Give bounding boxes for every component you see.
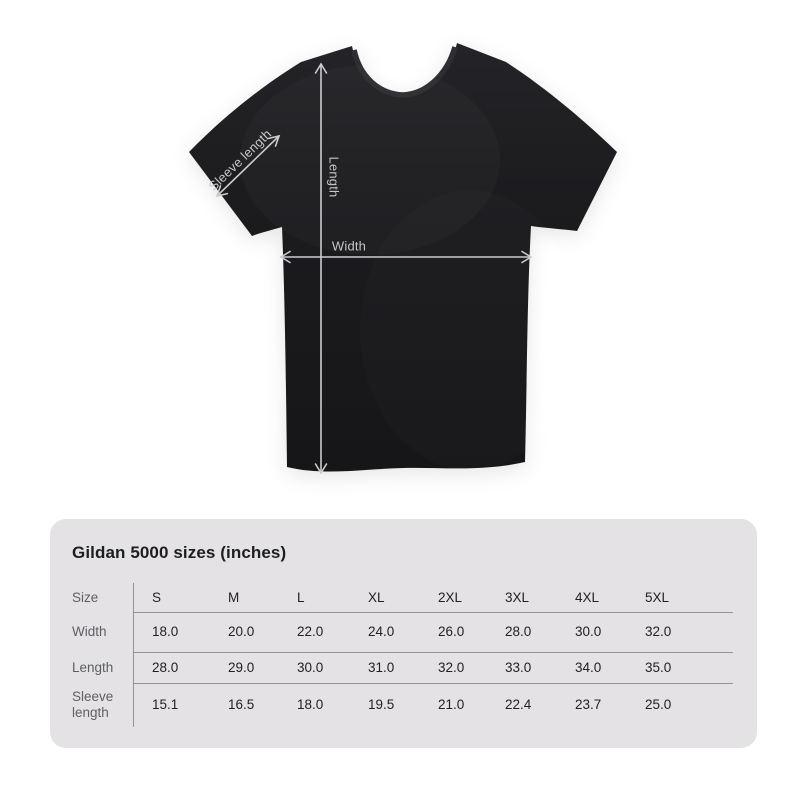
value-cell: 30.0 <box>575 624 602 640</box>
table-divider <box>133 583 134 727</box>
row-label: Length <box>72 659 114 675</box>
value-cell: 18.0 <box>152 624 179 640</box>
column-header: 2XL <box>438 589 463 605</box>
column-header: 3XL <box>505 589 530 605</box>
value-cell: 16.5 <box>228 697 255 713</box>
column-header: S <box>152 589 162 605</box>
value-cell: 33.0 <box>505 659 532 675</box>
value-cell: 32.0 <box>645 624 672 640</box>
value-cell: 35.0 <box>645 659 672 675</box>
row-label: Sleeve length <box>72 689 114 720</box>
value-cell: 34.0 <box>575 659 602 675</box>
value-cell: 22.4 <box>505 697 532 713</box>
row-label: Width <box>72 624 107 640</box>
length-label: Length <box>326 156 342 198</box>
value-cell: 26.0 <box>438 624 465 640</box>
size-table <box>72 583 733 727</box>
value-cell: 32.0 <box>438 659 465 675</box>
table-rule <box>133 612 733 613</box>
width-label: Width <box>331 238 367 254</box>
size-chart-card <box>50 519 757 748</box>
table-rule <box>133 652 733 653</box>
value-cell: 28.0 <box>505 624 532 640</box>
column-header: M <box>228 589 240 605</box>
value-cell: 18.0 <box>297 697 324 713</box>
value-cell: 19.5 <box>368 697 395 713</box>
value-cell: 22.0 <box>297 624 324 640</box>
column-header: 4XL <box>575 589 600 605</box>
corner-label: Size <box>72 589 99 605</box>
sleeve-length-label: Sleeve length <box>205 126 275 194</box>
value-cell: 15.1 <box>152 697 179 713</box>
value-cell: 23.7 <box>575 697 602 713</box>
table-rule <box>133 683 733 684</box>
value-cell: 25.0 <box>645 697 672 713</box>
value-cell: 29.0 <box>228 659 255 675</box>
value-cell: 20.0 <box>228 624 255 640</box>
value-cell: 21.0 <box>438 697 465 713</box>
value-cell: 24.0 <box>368 624 395 640</box>
column-header: 5XL <box>645 589 670 605</box>
column-header: XL <box>368 589 385 605</box>
value-cell: 28.0 <box>152 659 179 675</box>
value-cell: 30.0 <box>297 659 324 675</box>
value-cell: 31.0 <box>368 659 395 675</box>
column-header: L <box>297 589 305 605</box>
size-chart-title: Gildan 5000 sizes (inches) <box>72 543 287 562</box>
